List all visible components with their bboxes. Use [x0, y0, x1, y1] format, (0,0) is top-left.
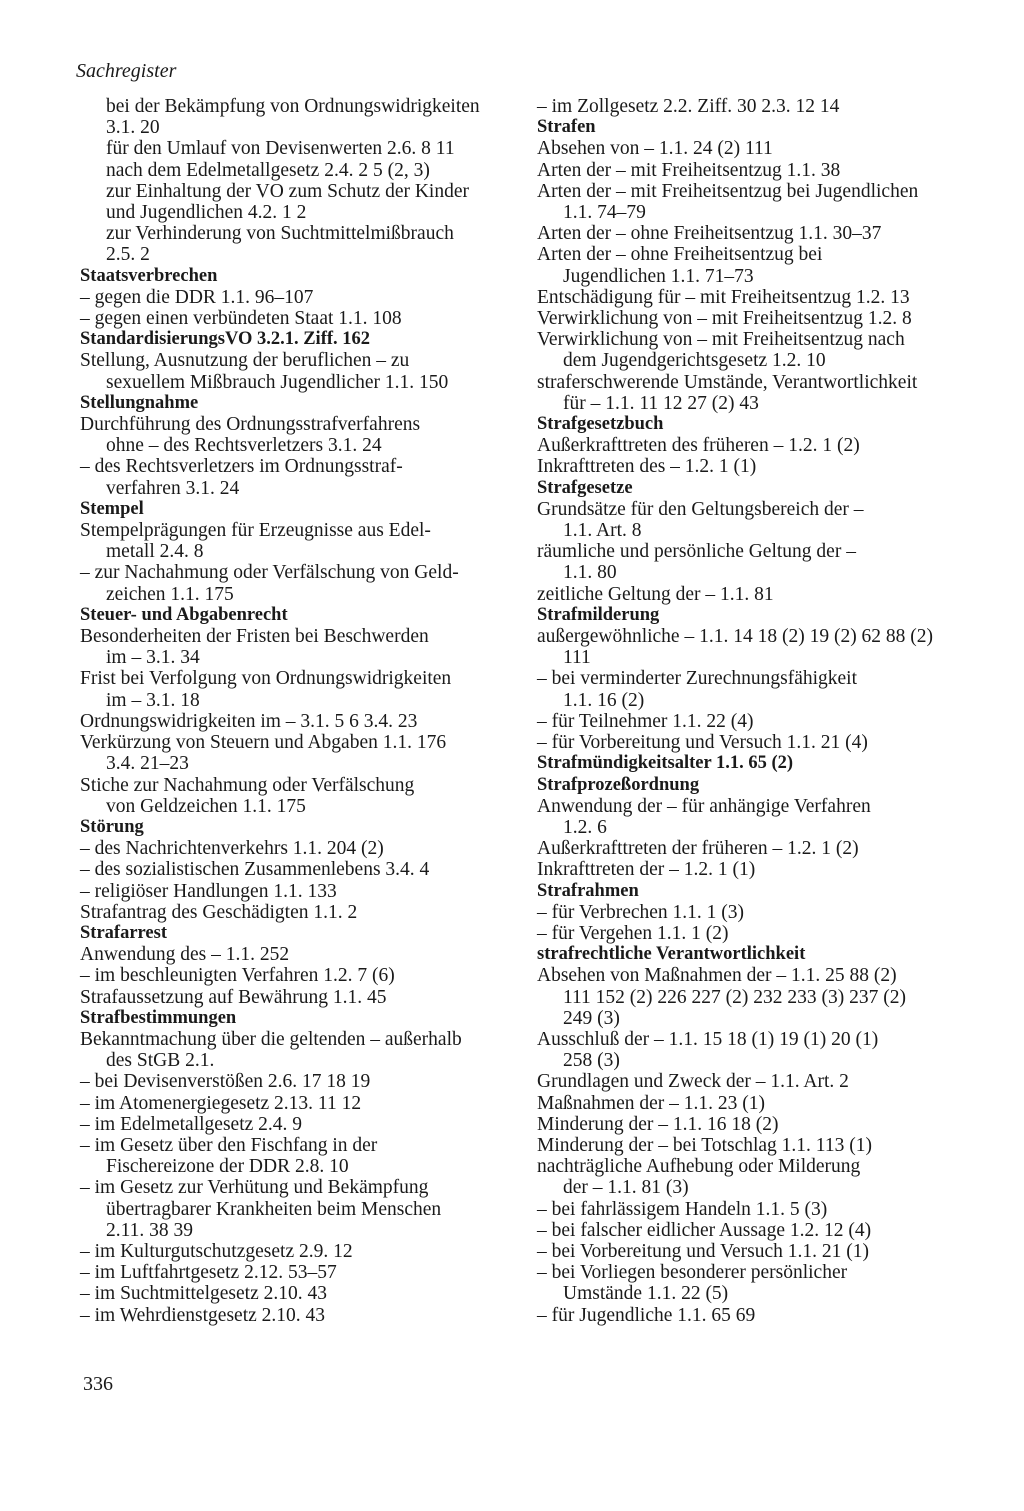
index-entry: Strafantrag des Geschädigten 1.1. 2: [80, 901, 358, 923]
index-entry: von Geldzeichen 1.1. 175: [106, 795, 306, 817]
index-entry: im – 3.1. 34: [106, 647, 200, 669]
index-entry: für den Umlauf von Devisenwerten 2.6. 8 11: [106, 138, 455, 160]
index-entry: Minderung der – bei Totschlag 1.1. 113 (1): [537, 1134, 872, 1156]
index-entry: Inkrafttreten der – 1.2. 1 (1): [537, 859, 756, 881]
index-entry: – im Zollgesetz 2.2. Ziff. 30 2.3. 12 14: [537, 96, 840, 117]
index-entry: dem Jugendgerichtsgesetz 1.2. 10: [563, 350, 826, 372]
index-entry: 3.4. 21–23: [106, 753, 189, 775]
index-entry: Anwendung der – für anhängige Verfahren: [537, 795, 871, 817]
running-header: Sachregister: [76, 60, 177, 82]
index-entry: – im Edelmetallgesetz 2.4. 9: [80, 1113, 303, 1135]
index-entry: Stempelprägungen für Erzeugnisse aus Edel-: [80, 520, 431, 542]
index-entry: – zur Nachahmung oder Verfälschung von Geld-: [80, 562, 459, 584]
index-heading: Störung: [80, 816, 144, 837]
index-entry: – für Verbrechen 1.1. 1 (3): [537, 901, 745, 923]
index-entry: Verwirklichung von – mit Freiheitsentzug nach: [537, 329, 905, 351]
index-entry: – gegen einen verbündeten Staat 1.1. 108: [80, 308, 402, 330]
index-entry: 3.1. 20: [106, 117, 160, 139]
index-entry: Arten der – mit Freiheitsentzug 1.1. 38: [537, 159, 841, 181]
index-entry: – für Teilnehmer 1.1. 22 (4): [537, 710, 754, 732]
index-entry: – für Jugendliche 1.1. 65 69: [537, 1304, 756, 1326]
page-number: 336: [83, 1373, 113, 1395]
index-entry: – bei falscher eidlicher Aussage 1.2. 12 (4): [537, 1219, 872, 1241]
index-entry: straferschwerende Umstände, Verantwortlichkeit: [537, 371, 918, 393]
index-heading: strafrechtliche Verantwortlichkeit: [537, 944, 806, 965]
index-entry: Durchführung des Ordnungsstrafverfahrens: [80, 414, 421, 436]
index-entry: Strafaussetzung auf Bewährung 1.1. 45: [80, 986, 387, 1008]
index-entry: außergewöhnliche – 1.1. 14 18 (2) 19 (2) 62 88 (2): [537, 626, 934, 648]
index-entry: Ordnungswidrigkeiten im – 3.1. 5 6 3.4. 23: [80, 710, 418, 732]
index-heading: Strafmilderung: [537, 604, 660, 625]
index-heading: Stellungnahme: [80, 392, 199, 413]
index-entry: 2.5. 2: [106, 244, 150, 266]
index-entry: Entschädigung für – mit Freiheitsentzug 1.2. 13: [537, 286, 910, 308]
index-entry: und Jugendlichen 4.2. 1 2: [106, 202, 307, 224]
index-entry: – im Suchtmittelgesetz 2.10. 43: [80, 1283, 327, 1305]
index-entry: – bei Vorliegen besonderer persönlicher: [537, 1262, 848, 1284]
index-entry: Minderung der – 1.1. 16 18 (2): [537, 1113, 779, 1135]
index-heading: Strafprozeßordnung: [537, 774, 700, 795]
index-entry: verfahren 3.1. 24: [106, 477, 240, 499]
index-entry: Anwendung des – 1.1. 252: [80, 944, 290, 966]
index-entry: Grundlagen und Zweck der – 1.1. Art. 2: [537, 1071, 849, 1093]
index-entry: Absehen von – 1.1. 24 (2) 111: [537, 138, 773, 160]
index-entry: Außerkrafttreten des früheren – 1.2. 1 (2): [537, 435, 860, 457]
index-entry: Absehen von Maßnahmen der – 1.1. 25 88 (2): [537, 965, 897, 987]
index-heading: Strafgesetzbuch: [537, 414, 664, 435]
index-entry: – des Rechtsverletzers im Ordnungsstraf-: [80, 456, 403, 478]
index-entry: Fischereizone der DDR 2.8. 10: [106, 1156, 349, 1178]
index-entry: bei der Bekämpfung von Ordnungswidrigkeiten: [106, 96, 480, 117]
index-entry: – des Nachrichtenverkehrs 1.1. 204 (2): [80, 838, 384, 860]
index-entry: 249 (3): [563, 1007, 620, 1029]
index-heading: Strafmündigkeitsalter 1.1. 65 (2): [537, 753, 794, 774]
index-entry: Verkürzung von Steuern und Abgaben 1.1. 176: [80, 732, 447, 754]
index-entry: Stellung, Ausnutzung der beruflichen – zu: [80, 350, 410, 372]
index-heading: StandardisierungsVO 3.2.1. Ziff. 162: [80, 329, 371, 350]
index-entry: 1.1. Art. 8: [563, 520, 642, 542]
index-entry: ohne – des Rechtsverletzers 3.1. 24: [106, 435, 382, 457]
index-entry: Arten der – ohne Freiheitsentzug bei: [537, 244, 823, 266]
index-entry: zur Einhaltung der VO zum Schutz der Kinder: [106, 180, 469, 202]
index-entry: nachträgliche Aufhebung oder Milderung: [537, 1156, 861, 1178]
index-entry: – im beschleunigten Verfahren 1.2. 7 (6): [80, 965, 395, 987]
index-entry: Grundsätze für den Geltungsbereich der –: [537, 498, 864, 520]
index-entry: – religiöser Handlungen 1.1. 133: [80, 880, 337, 902]
index-entry: Inkrafttreten des – 1.2. 1 (1): [537, 456, 757, 478]
index-entry: 1.1. 80: [563, 562, 617, 584]
index-entry: 258 (3): [563, 1050, 620, 1072]
index-entry: im – 3.1. 18: [106, 689, 200, 711]
index-column-left: [80, 96, 520, 1326]
index-entry: Maßnahmen der – 1.1. 23 (1): [537, 1092, 765, 1114]
index-entry: Außerkrafttreten der früheren – 1.2. 1 (2): [537, 838, 859, 860]
index-entry: Ausschluß der – 1.1. 15 18 (1) 19 (1) 20 (1): [537, 1028, 879, 1050]
index-entry: – im Luftfahrtgesetz 2.12. 53–57: [80, 1262, 337, 1284]
index-entry: des StGB 2.1.: [106, 1050, 215, 1072]
index-heading: Steuer- und Abgabenrecht: [80, 604, 288, 625]
index-heading: Strafgesetze: [537, 477, 633, 498]
index-entry: räumliche und persönliche Geltung der –: [537, 541, 856, 563]
index-entry: Stiche zur Nachahmung oder Verfälschung: [80, 774, 415, 796]
index-entry: nach dem Edelmetallgesetz 2.4. 2 5 (2, 3): [106, 159, 430, 181]
index-entry: für – 1.1. 11 12 27 (2) 43: [563, 392, 759, 414]
index-entry: – für Vorbereitung und Versuch 1.1. 21 (4): [537, 732, 868, 754]
index-entry: zur Verhinderung von Suchtmittelmißbrauch: [106, 223, 454, 245]
index-entry: metall 2.4. 8: [106, 541, 204, 563]
index-entry: – für Vergehen 1.1. 1 (2): [537, 922, 729, 944]
index-heading: Staatsverbrechen: [80, 265, 218, 286]
index-entry: 111: [563, 647, 591, 669]
index-heading: Strafen: [537, 117, 596, 138]
index-entry: – im Gesetz zur Verhütung und Bekämpfung: [80, 1177, 429, 1199]
index-entry: übertragbarer Krankheiten beim Menschen: [106, 1198, 442, 1220]
index-entry: Bekanntmachung über die geltenden – außerhalb: [80, 1028, 462, 1050]
index-entry: Arten der – ohne Freiheitsentzug 1.1. 30–37: [537, 223, 882, 245]
index-entry: – bei verminderter Zurechnungsfähigkeit: [537, 668, 858, 690]
index-heading: Stempel: [80, 498, 144, 519]
index-heading: Strafrahmen: [537, 880, 639, 901]
index-entry: 111 152 (2) 226 227 (2) 232 233 (3) 237 (2): [563, 986, 907, 1008]
index-entry: – im Atomenergiegesetz 2.13. 11 12: [80, 1092, 362, 1114]
index-entry: Verwirklichung von – mit Freiheitsentzug 1.2. 8: [537, 308, 912, 330]
index-entry: Jugendlichen 1.1. 71–73: [563, 265, 754, 287]
index-entry: – im Wehrdienstgesetz 2.10. 43: [80, 1304, 326, 1326]
index-entry: Besonderheiten der Fristen bei Beschwerden: [80, 626, 429, 648]
index-entry: sexuellem Mißbrauch Jugendlicher 1.1. 150: [106, 371, 449, 393]
index-entry: – bei fahrlässigem Handeln 1.1. 5 (3): [537, 1198, 828, 1220]
index-entry: der – 1.1. 81 (3): [563, 1177, 689, 1199]
index-column-right: [537, 96, 977, 1326]
index-entry: 1.2. 6: [563, 816, 607, 838]
index-heading: Strafarrest: [80, 922, 167, 943]
index-entry: Arten der – mit Freiheitsentzug bei Jugendlichen: [537, 180, 919, 202]
index-entry: zeichen 1.1. 175: [106, 583, 234, 605]
index-heading: Strafbestimmungen: [80, 1007, 237, 1028]
index-entry: – im Gesetz über den Fischfang in der: [80, 1134, 378, 1156]
index-entry: – gegen die DDR 1.1. 96–107: [80, 286, 314, 308]
index-entry: zeitliche Geltung der – 1.1. 81: [537, 583, 774, 605]
index-entry: 1.1. 74–79: [563, 202, 646, 224]
index-entry: – bei Devisenverstößen 2.6. 17 18 19: [80, 1071, 371, 1093]
index-entry: – des sozialistischen Zusammenlebens 3.4. 4: [80, 859, 430, 881]
index-entry: Frist bei Verfolgung von Ordnungswidrigkeiten: [80, 668, 452, 690]
index-entry: – bei Vorbereitung und Versuch 1.1. 21 (1): [537, 1240, 869, 1262]
index-entry: 2.11. 38 39: [106, 1219, 194, 1241]
index-entry: 1.1. 16 (2): [563, 689, 645, 711]
index-entry: – im Kulturgutschutzgesetz 2.9. 12: [80, 1240, 353, 1262]
index-entry: Umstände 1.1. 22 (5): [563, 1283, 729, 1305]
